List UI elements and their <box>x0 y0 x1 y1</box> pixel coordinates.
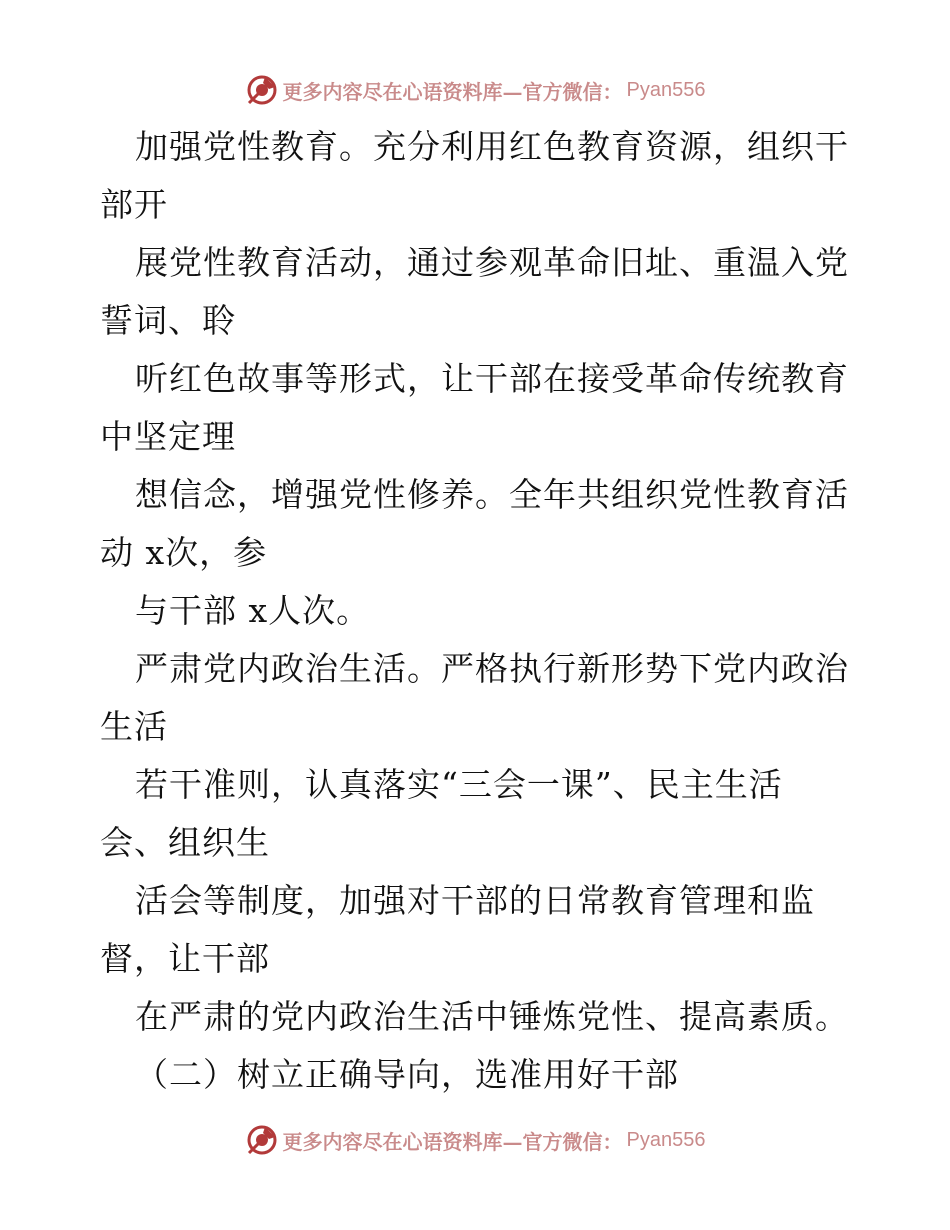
pen-logo-icon <box>245 73 279 107</box>
body-line: 加强党性教育。充分利用红色教育资源，组织干 <box>135 127 849 166</box>
body-line: 督，让干部 <box>100 939 270 978</box>
body-line: 生活 <box>100 707 168 746</box>
footer-banner <box>0 1120 950 1160</box>
body-line: 动 x次，参 <box>100 533 268 572</box>
header-banner <box>0 70 950 110</box>
section-heading: （二）树立正确导向，选准用好干部 <box>135 1055 679 1094</box>
body-line: 誓词、聆 <box>100 301 236 340</box>
body-line: 展党性教育活动，通过参观革命旧址、重温入党 <box>135 243 849 282</box>
header-banner-text: 更多内容尽在心语资料库—官方微信： <box>282 79 623 104</box>
body-line: 严肃党内政治生活。严格执行新形势下党内政治 <box>135 649 849 688</box>
header-wechat-id: Pyan556 <box>626 78 706 101</box>
body-line: 中坚定理 <box>100 417 236 456</box>
body-line: 想信念，增强党性修养。全年共组织党性教育活 <box>135 475 849 514</box>
body-line: 若干准则，认真落实“三会一课”、民主生活 <box>135 765 783 804</box>
header-banner-inner <box>245 73 706 107</box>
body-line: 听红色故事等形式，让干部在接受革命传统教育 <box>135 359 849 398</box>
pen-logo-icon <box>245 1123 279 1157</box>
body-line: 活会等制度，加强对干部的日常教育管理和监 <box>135 881 815 920</box>
body-line: 与干部 x人次。 <box>135 591 371 630</box>
footer-banner-inner <box>245 1123 706 1157</box>
document-body <box>100 118 860 1104</box>
body-line: 会、组织生 <box>100 823 270 862</box>
body-line: 在严肃的党内政治生活中锤炼党性、提高素质。 <box>135 997 849 1036</box>
body-line: 部开 <box>100 185 168 224</box>
footer-wechat-id: Pyan556 <box>626 1128 706 1151</box>
footer-banner-text: 更多内容尽在心语资料库—官方微信： <box>282 1129 623 1154</box>
